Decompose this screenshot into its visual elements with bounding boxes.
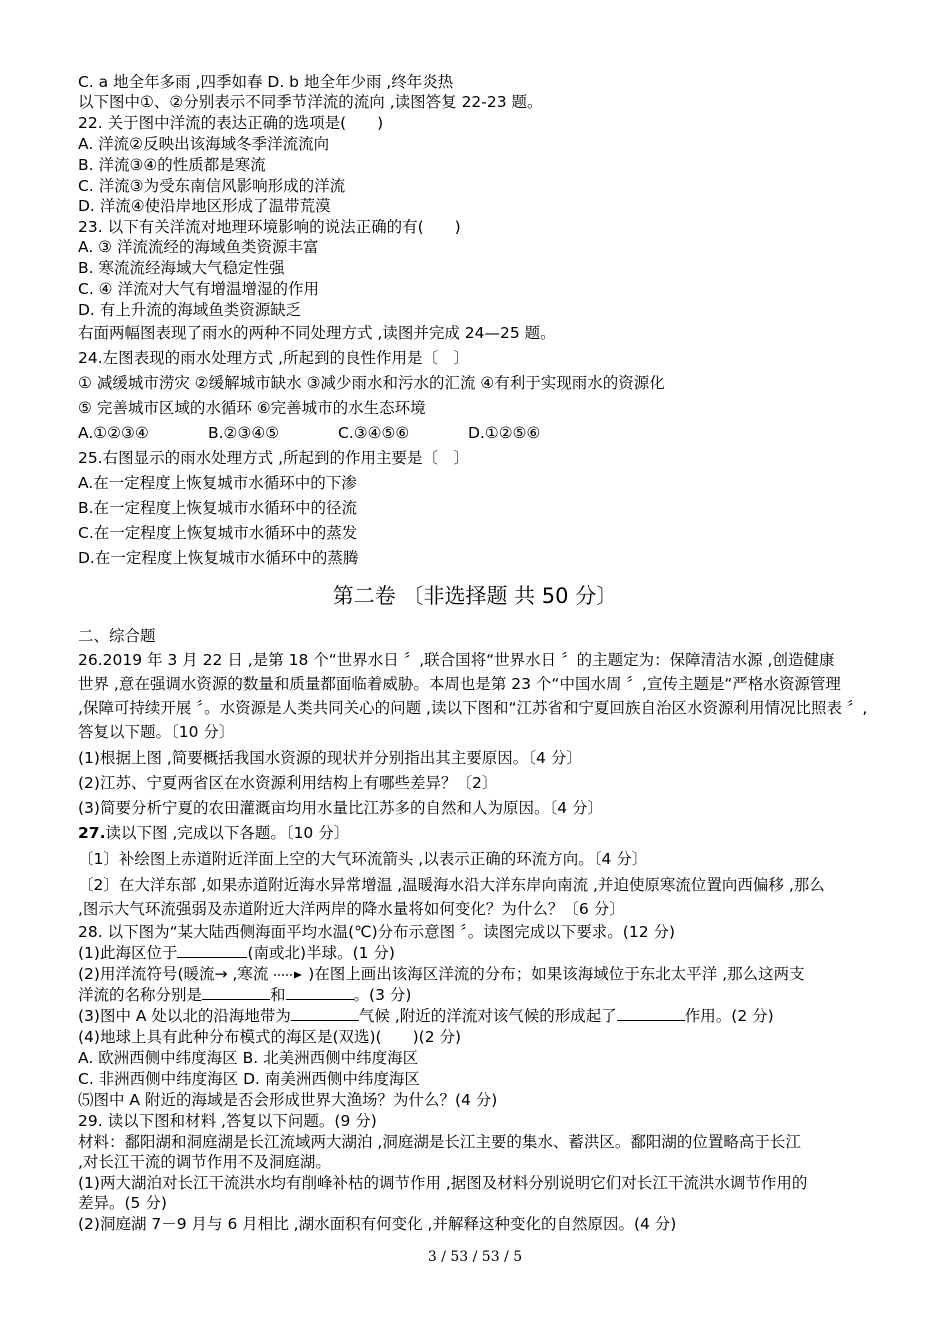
q28-sub-2-line1: (2)用洋流符号(暖流→ ,寒流 )在图上画出该海区洋流的分布；如果该海域位于东北太平洋 ,那么这两支 <box>78 965 805 983</box>
q23-option-c: C. ④ 洋流对大气有增温增湿的作用 <box>78 280 320 298</box>
q26-sub-3: (3)简要分析宁夏的农田灌溉亩均用水量比江苏多的自然和人为原因。〔4 分〕 <box>78 799 603 817</box>
q27-sub-2-line1: 〔2〕在大洋东部 ,如果赤道附近海水异常增温 ,温暖海水沿大洋东岸向南流 ,并迫使原寒流位置向西偏移 ,那么 <box>78 876 825 894</box>
q28-sub-4-options-ab: A. 欧洲西侧中纬度海区 B. 北美洲西侧中纬度海区 <box>78 1049 419 1067</box>
q27-text: 读以下图 ,完成以下各题。〔10 分〕 <box>105 824 350 842</box>
q25-option-d: D.在一定程度上恢复城市水循环中的蒸腾 <box>78 549 359 567</box>
q28-sub-4-options-cd: C. 非洲西侧中纬度海区 D. 南美洲西侧中纬度海区 <box>78 1070 420 1088</box>
q24-items-line1: ① 减缓城市涝灾 ②缓解城市缺水 ③减少雨水和污水的汇流 ④有利于实现雨水的资源化 <box>78 374 665 392</box>
question-29: 29. 读以下图和材料 ,答复以下问题。(9 分) <box>78 1112 377 1130</box>
q25-option-a: A.在一定程度上恢复城市水循环中的下渗 <box>78 474 357 492</box>
q22-option-b: B. 洋流③④的性质都是寒流 <box>78 156 266 174</box>
q23-option-d: D. 有上升流的海域鱼类资源缺乏 <box>78 301 302 319</box>
q26-para-line2: 世界 ,意在强调水资源的数量和质量都面临着威胁。本周也是第 23 个“中国水周 〞,宣传主题是“严格水资源管理 <box>78 675 841 693</box>
q23-option-b: B. 寒流流经海域大气稳定性强 <box>78 259 285 277</box>
answer-blank <box>291 1006 359 1021</box>
q28-sub-3: (3)图中 A 处以北的沿海地带为 气候 ,附近的洋流对该气候的形成起了 作用。(2 分) <box>78 1007 774 1025</box>
q27-sub-2-line2: ,图示大气环流强弱及赤道附近大洋两岸的降水量将如何变化？为什么？〔6 分〕 <box>78 900 625 918</box>
q29-material-line1: 材料：鄱阳湖和洞庭湖是长江流域两大湖泊 ,洞庭湖是长江主要的集水、蓄洪区。鄱阳湖的位置略高于长江 <box>78 1133 801 1151</box>
q25-option-c: C.在一定程度上恢复城市水循环中的蒸发 <box>78 524 358 542</box>
q26-sub-1: (1)根据上图 ,简要概括我国水资源的现状并分别指出其主要原因。〔4 分〕 <box>78 749 582 767</box>
part-2-heading: 二、综合题 <box>78 627 156 645</box>
q29-sub-2: (2)洞庭湖 7－9 月与 6 月相比 ,湖水面积有何变化 ,并解释这种变化的自然原因。(4 分) <box>78 1215 677 1233</box>
q26-para-line1: 26.2019 年 3 月 22 日 ,是第 18 个“世界水日 〞,联合国将“世界水日 〞的主题定为：保障清洁水源 ,创造健康 <box>78 651 835 669</box>
answer-blank <box>286 985 354 1000</box>
intro-24-25: 右面两幅图表现了雨水的两种不同处理方式 ,读图并完成 24—25 题。 <box>78 324 556 342</box>
q29-material-line2: ,对长江干流的调节作用不及洞庭湖。 <box>78 1153 331 1171</box>
answer-blank <box>202 985 270 1000</box>
q26-para-line3: ,保障可持续开展 〞。水资源是人类共同关心的问题 ,读以下图和“江苏省和宁夏回族自治区水资源利用情况比照表 〞, <box>78 699 868 717</box>
q24-option-d: D.①②⑤⑥ <box>468 424 541 442</box>
q26-para-line4: 答复以下题。〔10 分〕 <box>78 723 235 741</box>
q25-option-b: B.在一定程度上恢复城市水循环中的径流 <box>78 499 358 517</box>
q27-number: 27. <box>78 824 106 842</box>
q29-sub-1-line1: (1)两大湖泊对长江干流洪水均有削峰补枯的调节作用 ,据图及材料分别说明它们对长江干流洪水调节作用的 <box>78 1174 808 1192</box>
question-24: 24.左图表现的雨水处理方式 ,所起到的良性作用是〔 〕 <box>78 349 470 367</box>
q24-options <box>78 423 890 443</box>
q28-sub-5: ⑸图中 A 附近的海域是否会形成世界大渔场？为什么？(4 分) <box>78 1091 498 1109</box>
question-25: 25.右图显示的雨水处理方式 ,所起到的作用主要是〔 〕 <box>78 449 470 467</box>
q21-options-cd: C. a 地全年多雨 ,四季如春 D. b 地全年少雨 ,终年炎热 <box>78 73 454 91</box>
q24-option-c: C.③④⑤⑥ <box>338 424 410 442</box>
q26-sub-2: (2)江苏、宁夏两省区在水资源利用结构上有哪些差异？〔2〕 <box>78 774 498 792</box>
q24-items-line2: ⑤ 完善城市区域的水循环 ⑥完善城市的水生态环境 <box>78 399 426 417</box>
q22-option-a: A. 洋流②反映出该海域冬季洋流流向 <box>78 135 330 153</box>
q22-option-c: C. 洋流③为受东南信风影响形成的洋流 <box>78 177 346 195</box>
q29-sub-1-line2: 差异。(5 分) <box>78 1194 167 1212</box>
answer-blank <box>617 1006 685 1021</box>
q28-sub-2-line2: 洋流的名称分别是 和 。(3 分) <box>78 986 412 1004</box>
answer-blank <box>177 943 247 958</box>
section-2-title: 第二卷 〔非选择题 共 50 分〕 <box>332 584 618 608</box>
page-footer: 3 / 53 / 53 / 5 <box>427 1249 523 1265</box>
intro-22-23: 以下图中①、②分别表示不同季节洋流的流向 ,读图答复 22-23 题。 <box>78 93 543 111</box>
q28-sub-4: (4)地球上具有此种分布模式的海区是(双选)( )(2 分) <box>78 1028 462 1046</box>
q24-option-b: B.②③④⑤ <box>208 424 280 442</box>
question-28: 28. 以下图为“某大陆西侧海面平均水温(℃)分布示意图 〞。读图完成以下要求。(12 分) <box>78 923 676 941</box>
q28-sub-1: (1)此海区位于 (南或北)半球。(1 分) <box>78 944 395 962</box>
q23-option-a: A. ③ 洋流流经的海域鱼类资源丰富 <box>78 238 319 256</box>
q24-option-a: A.①②③④ <box>78 424 149 442</box>
q27-sub-1: 〔1〕补绘图上赤道附近洋面上空的大气环流箭头 ,以表示正确的环流方向。〔4 分〕 <box>78 850 648 868</box>
question-22: 22. 关于图中洋流的表达正确的选项是( ) <box>78 114 384 132</box>
q22-option-d: D. 洋流④使沿岸地区形成了温带荒漠 <box>78 197 331 215</box>
question-27 <box>78 823 890 843</box>
question-23: 23. 以下有关洋流对地理环境影响的说法正确的有( ) <box>78 218 461 236</box>
dashed-arrow-icon <box>273 970 303 980</box>
